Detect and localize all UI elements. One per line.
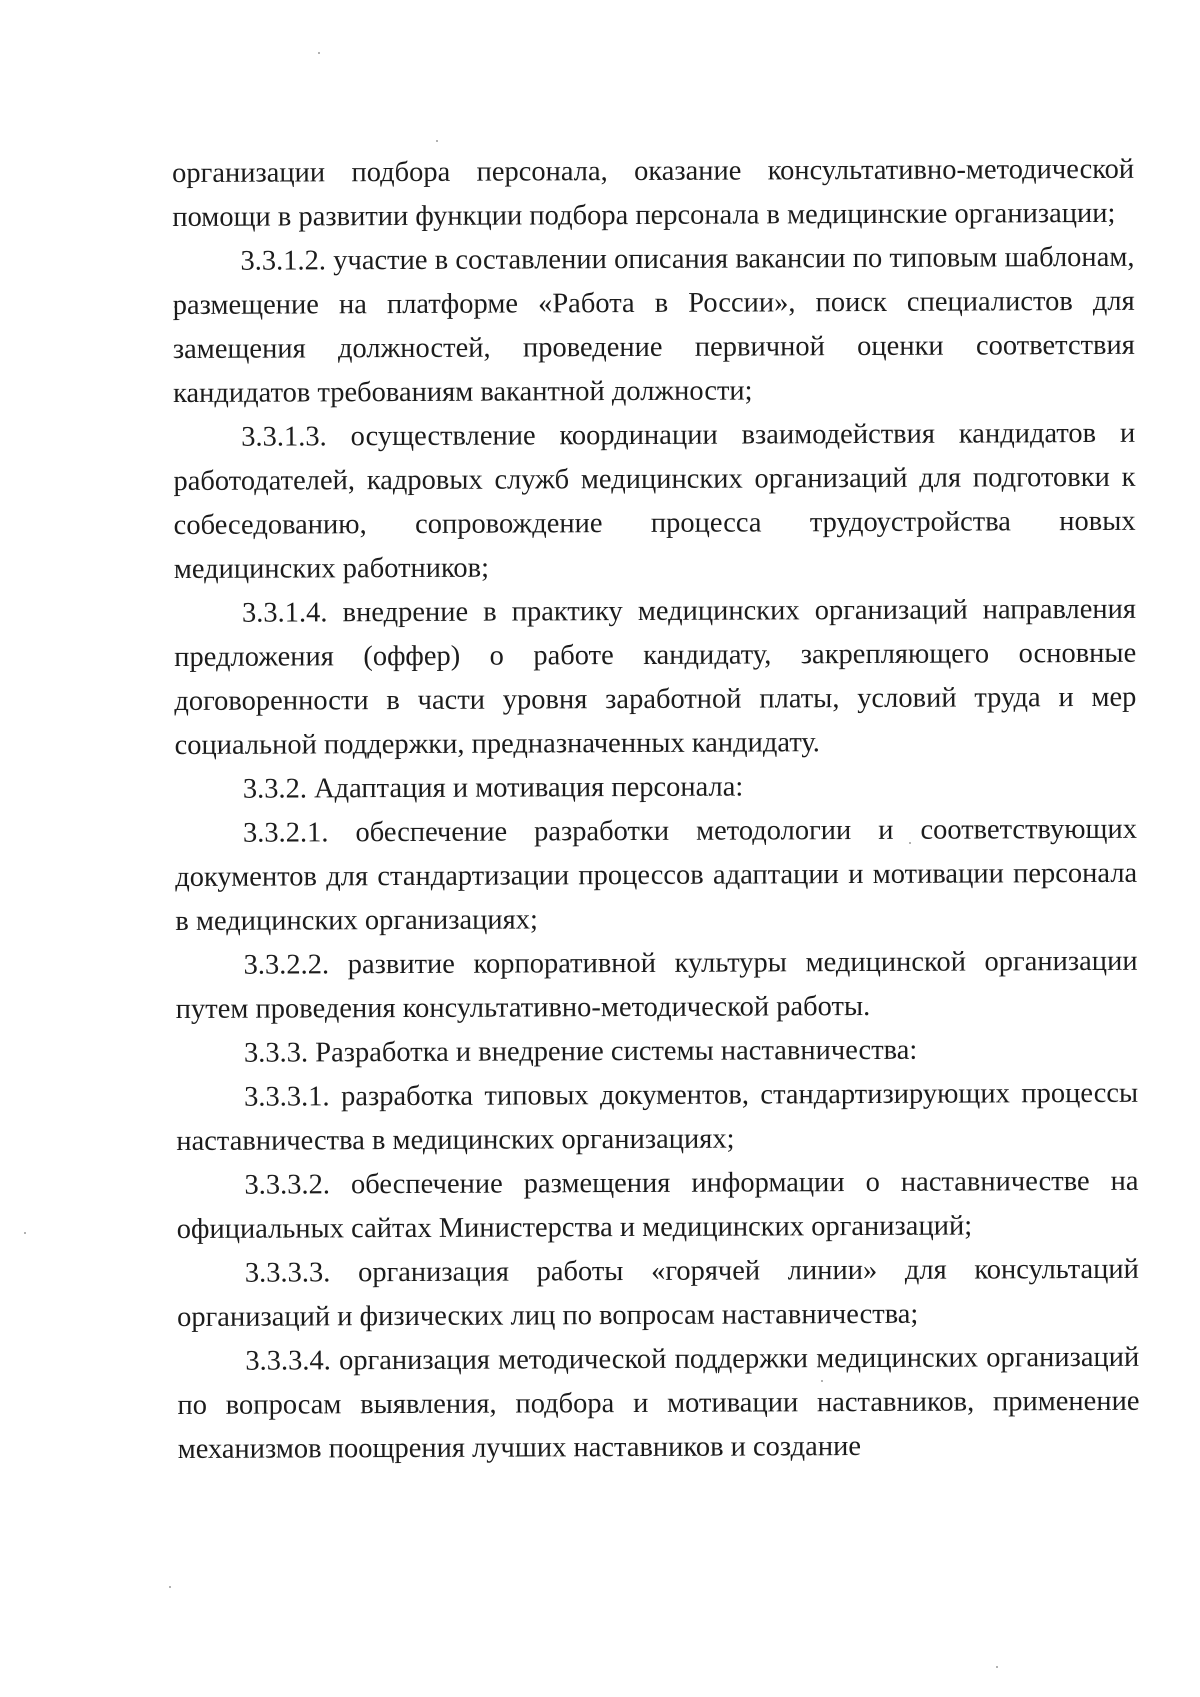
- paragraph-3-3-2-1: 3.3.2.1. обеспечение разработки методологии и соответствующих документов для стандартизации процессов адаптации и мотивации персонала в медицинских организациях;: [175, 813, 1138, 937]
- section-heading-3-3-3: 3.3.3. Разработка и внедрение системы наставничества:: [243, 1034, 918, 1069]
- document-body: [172, 148, 1140, 1472]
- paragraph-3-3-3-3: 3.3.3.3. организация работы «горячей линии» для консультаций организаций и физических лиц по вопросам наставничества;: [177, 1253, 1139, 1333]
- paragraph-3-3-3-2: 3.3.3.2. обеспечение размещения информации о наставничестве на официальных сайтах Министерства и медицинских организаций;: [176, 1165, 1139, 1245]
- paragraph-3-3-1-2: 3.3.1.2. участие в составлении описания вакансии по типовым шаблонам, размещение на платформе «Работа в России», поиск специалистов для замещения должностей, проведение первичной оценки соответствия кандидатов требованиям вакантной должности;: [172, 241, 1135, 409]
- paragraph-3-3-2-2: 3.3.2.2. развитие корпоративной культуры медицинской организации путем проведения консультативно-методической работы.: [175, 945, 1138, 1025]
- scan-speck: [169, 1586, 171, 1588]
- section-heading-3-3-2: 3.3.2. Адаптация и мотивация персонала:: [242, 771, 744, 805]
- scan-speck: [318, 52, 320, 54]
- paragraph-continuation: организации подбора персонала, оказание консультативно-методической помощи в развитии функции подбора персонала в медицинские организации;: [172, 153, 1135, 233]
- paragraph-3-3-3-4: 3.3.3.4. организация методической поддержки медицинских организаций по вопросам выявления, подбора и мотивации наставников, применение механизмов поощрения лучших наставников и создание: [177, 1341, 1140, 1465]
- paragraph-3-3-1-3: 3.3.1.3. осуществление координации взаимодействия кандидатов и работодателей, кадровых служб медицинских организаций для подготовки к собеседованию, сопровождение процесса трудоустройства новых медицинских работников;: [173, 417, 1136, 585]
- scan-speck: [436, 140, 438, 142]
- scan-speck: [24, 1232, 26, 1234]
- paragraph-3-3-1-4: 3.3.1.4. внедрение в практику медицинских организаций направления предложения (оффер) о работе кандидату, закрепляющего основные договоренности в части уровня заработной платы, условий труда и мер социальной поддержки, предназначенных кандидату.: [174, 593, 1137, 761]
- scan-speck: [996, 1666, 998, 1668]
- paragraph-3-3-3-1: 3.3.3.1. разработка типовых документов, стандартизирующих процессы наставничества в медицинских организациях;: [176, 1077, 1139, 1157]
